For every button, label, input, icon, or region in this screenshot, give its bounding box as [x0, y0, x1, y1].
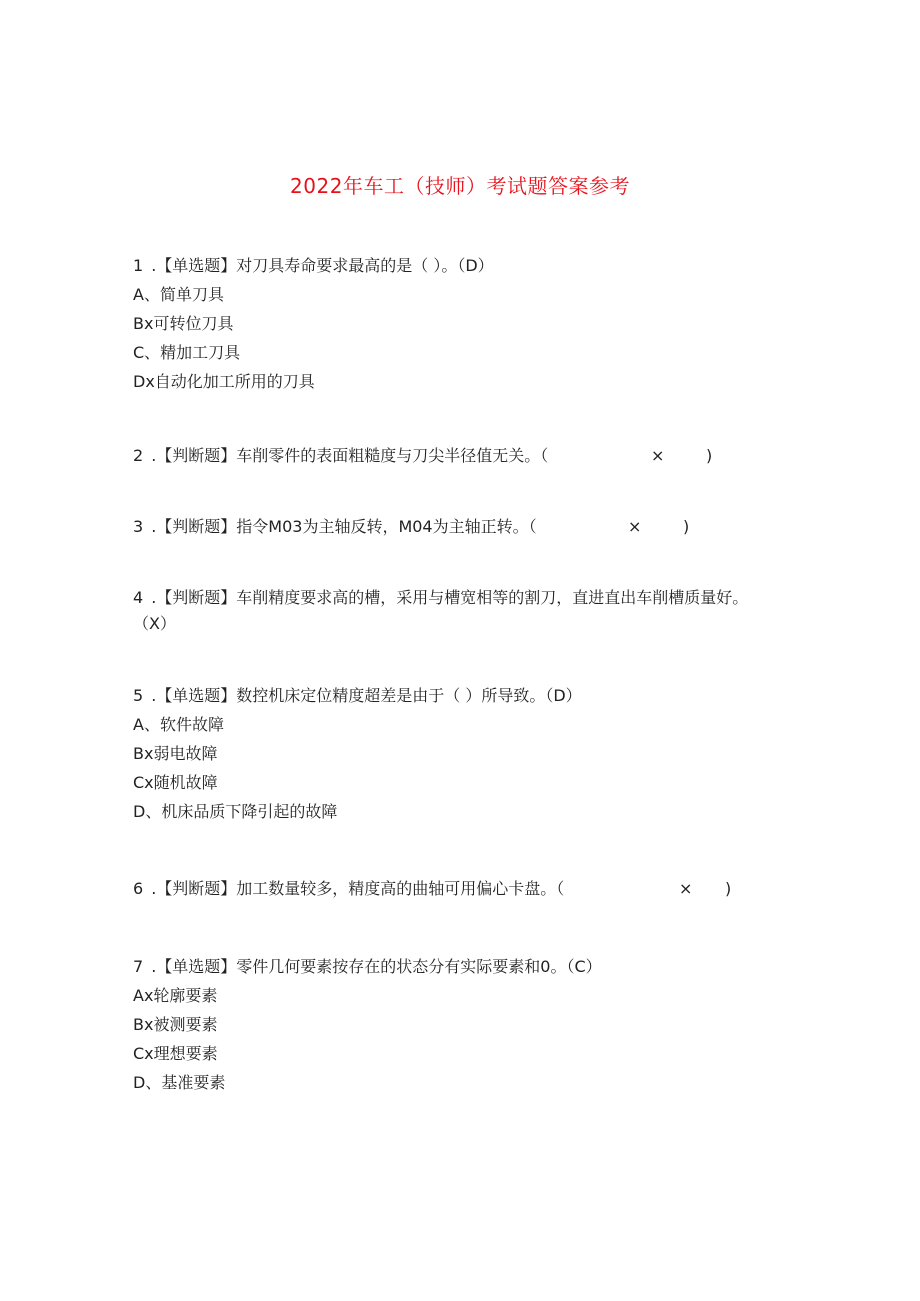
answer-mark: × — [679, 879, 693, 898]
option-d: D、基准要素 — [133, 1073, 226, 1092]
page-title: 2022年车工（技师）考试题答案参考 — [290, 174, 630, 198]
question-5 — [133, 681, 582, 826]
answer-close: ) — [683, 517, 690, 536]
answer-close: ) — [706, 446, 713, 465]
question-text: .【单选题】零件几何要素按存在的状态分有实际要素和0。（C） — [151, 957, 602, 976]
question-1 — [133, 251, 494, 396]
question-number: 3 — [133, 517, 144, 536]
question-6 — [133, 874, 564, 903]
question-number: 7 — [133, 957, 144, 976]
question-number: 5 — [133, 686, 144, 705]
answer-mark: × — [628, 517, 642, 536]
question-text: .【判断题】指令M03为主轴反转，M04为主轴正转。（ — [151, 517, 537, 536]
option-d: D、机床品质下降引起的故障 — [133, 802, 338, 821]
answer-mark: × — [651, 446, 665, 465]
option-d: Dx自动化加工所用的刀具 — [133, 372, 315, 391]
question-text: .【判断题】车削精度要求高的槽，采用与槽宽相等的割刀，直进直出车削槽质量好。（X） — [133, 588, 749, 633]
question-text: .【判断题】车削零件的表面粗糙度与刀尖半径值无关。（ — [151, 446, 549, 465]
option-a: A、简单刀具 — [133, 285, 224, 304]
answer-close: ) — [725, 879, 732, 898]
question-number: 6 — [133, 879, 144, 898]
option-b: Bx弱电故障 — [133, 744, 218, 763]
option-b: Bx可转位刀具 — [133, 314, 234, 333]
option-c: C、精加工刀具 — [133, 343, 241, 362]
question-text: .【单选题】对刀具寿命要求最高的是（ ）。（D） — [151, 256, 494, 275]
question-number: 4 — [133, 588, 144, 607]
option-c: Cx理想要素 — [133, 1044, 218, 1063]
question-2 — [133, 441, 548, 470]
question-3 — [133, 512, 537, 541]
question-number: 1 — [133, 256, 144, 275]
question-text: .【单选题】数控机床定位精度超差是由于（ ）所导致。（D） — [151, 686, 582, 705]
option-a: Ax轮廓要素 — [133, 986, 218, 1005]
option-a: A、软件故障 — [133, 715, 224, 734]
question-text: .【判断题】加工数量较多，精度高的曲轴可用偏心卡盘。（ — [151, 879, 565, 898]
question-7 — [133, 952, 602, 1097]
question-4 — [133, 585, 763, 637]
option-b: Bx被测要素 — [133, 1015, 218, 1034]
option-c: Cx随机故障 — [133, 773, 218, 792]
question-number: 2 — [133, 446, 144, 465]
